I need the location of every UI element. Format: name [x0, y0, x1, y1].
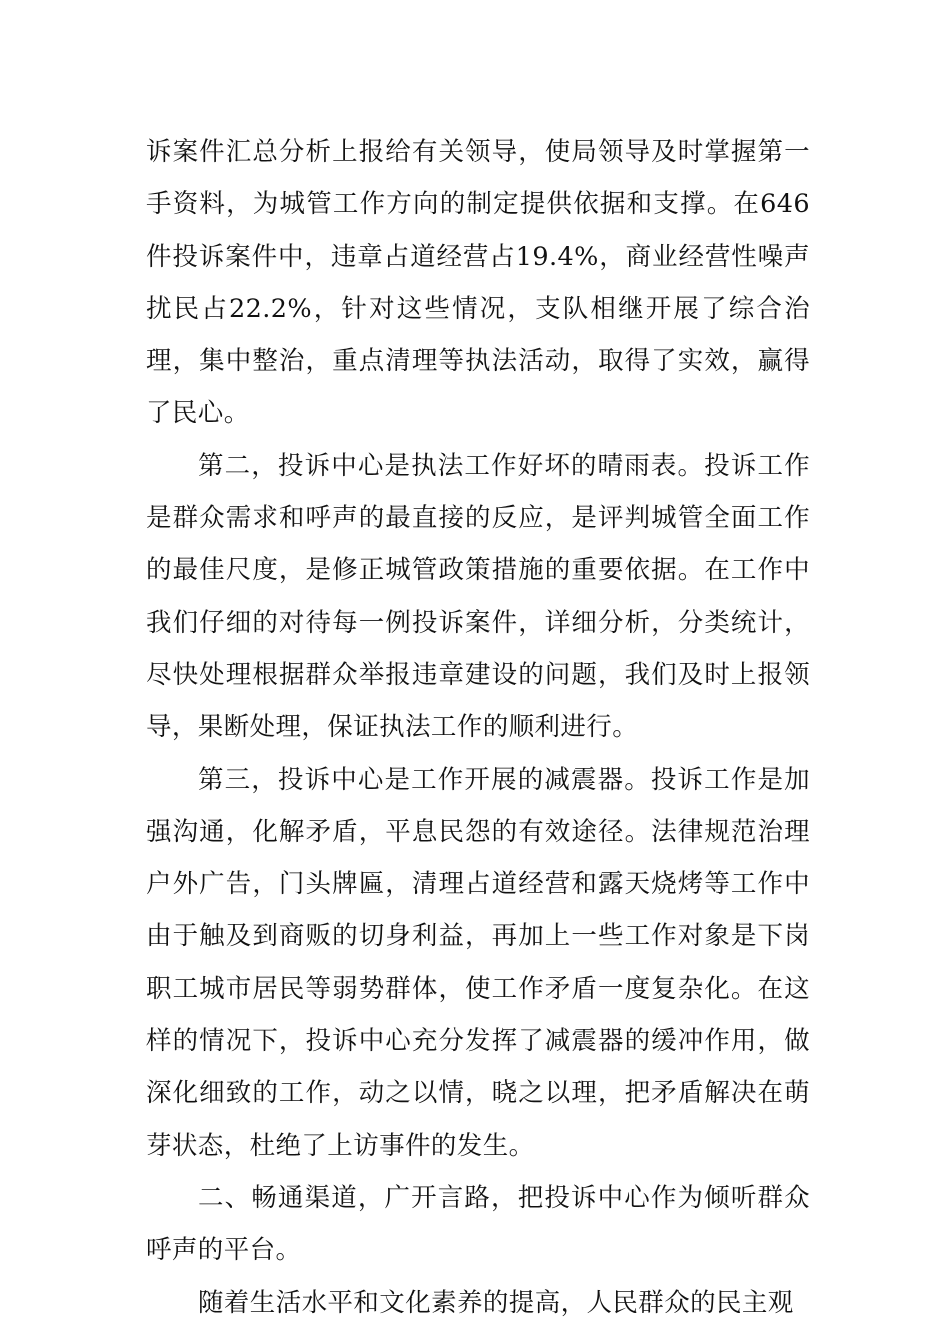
- section-heading-two: 二、畅通渠道，广开言路，把投诉中心作为倾听群众呼声的平台。: [146, 1182, 810, 1266]
- document-body: [146, 126, 810, 1329]
- paragraph-second-point: 第二，投诉中心是执法工作好坏的晴雨表。投诉工作是群众需求和呼声的最直接的反应，是评判城管全面工作的最佳尺度，是修正城管政策措施的重要依据。在工作中我们仔细的对待每一例投诉案件，详细分析，分类统计，尽快处理根据群众举报违章建设的问题，我们及时上报领导，果断处理，保证执法工作的顺利进行。: [146, 450, 810, 743]
- paragraph-living-standards: 随着生活水平和文化素养的提高，人民群众的民主观: [198, 1287, 794, 1318]
- paragraph-third-point: 第三，投诉中心是工作开展的减震器。投诉工作是加强沟通，化解矛盾，平息民怨的有效途径。法律规范治理户外广告，门头牌匾，清理占道经营和露天烧烤等工作中由于触及到商贩的切身利益，再加上一些工作对象是下岗职工城市居民等弱势群体，使工作矛盾一度复杂化。在这样的情况下，投诉中心充分发挥了减震器的缓冲作用，做深化细致的工作，动之以情，晓之以理，把矛盾解决在萌芽状态，杜绝了上访事件的发生。: [146, 764, 810, 1161]
- paragraph-complaint-summary: 诉案件汇总分析上报给有关领导，使局领导及时掌握第一手资料，为城管工作方向的制定提供依据和支撑。在646件投诉案件中，违章占道经营占19.4%，商业经营性噪声扰民占22.2%，针对这些情况，支队相继开展了综合治理，集中整治，重点清理等执法活动，取得了实效，赢得了民心。: [146, 137, 810, 429]
